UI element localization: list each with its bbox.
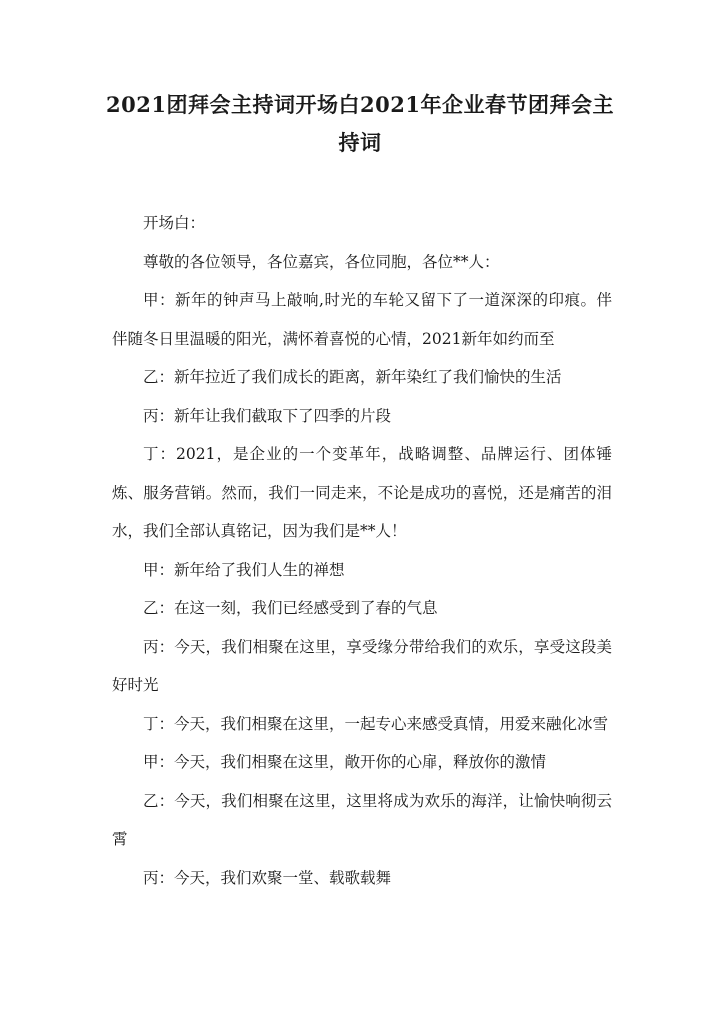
document-title: 2021团拜会主持词开场白2021年企业春节团拜会主持词	[106, 92, 614, 155]
paragraph-yi-1: 乙：新年拉近了我们成长的距离，新年染红了我们愉快的生活	[143, 368, 562, 386]
paragraph-opening-label: 开场白：	[143, 214, 206, 232]
paragraph-bing-2: 丙：今天，我们相聚在这里，享受缘分带给我们的欢乐，享受这段美好时光	[112, 637, 612, 694]
paragraph-ding-1: 丁：2021，是企业的一个变革年，战略调整、品牌运行、团体锤炼、服务营销。然而，我们一同走来，不论是成功的喜悦，还是痛苦的泪水，我们全部认真铭记，因为我们是**人！	[112, 445, 612, 540]
document-body	[112, 204, 612, 897]
paragraph-ding-2: 丁：今天，我们相聚在这里，一起专心来感受真情，用爱来融化冰雪	[143, 714, 609, 733]
paragraph-yi-2: 乙：在这一刻，我们已经感受到了春的气息	[143, 599, 438, 617]
paragraph-greeting: 尊敬的各位领导，各位嘉宾，各位同胞，各位**人：	[143, 252, 500, 271]
paragraph-bing-3: 丙：今天，我们欢聚一堂、载歌载舞	[143, 868, 392, 887]
paragraph-jia-2: 甲：新年给了我们人生的禅想	[143, 560, 345, 579]
paragraph-bing-1: 丙：新年让我们截取下了四季的片段	[143, 406, 392, 425]
paragraph-yi-3: 乙：今天，我们相聚在这里，这里将成为欢乐的海洋，让愉快响彻云霄	[112, 791, 612, 848]
paragraph-jia-1: 甲：新年的钟声马上敲响,时光的车轮又留下了一道深深的印痕。伴伴随冬日里温暖的阳光，满怀着喜悦的心情，2021新年如约而至	[112, 291, 612, 348]
paragraph-jia-3: 甲：今天，我们相聚在这里，敞开你的心扉，释放你的激情	[143, 753, 547, 771]
